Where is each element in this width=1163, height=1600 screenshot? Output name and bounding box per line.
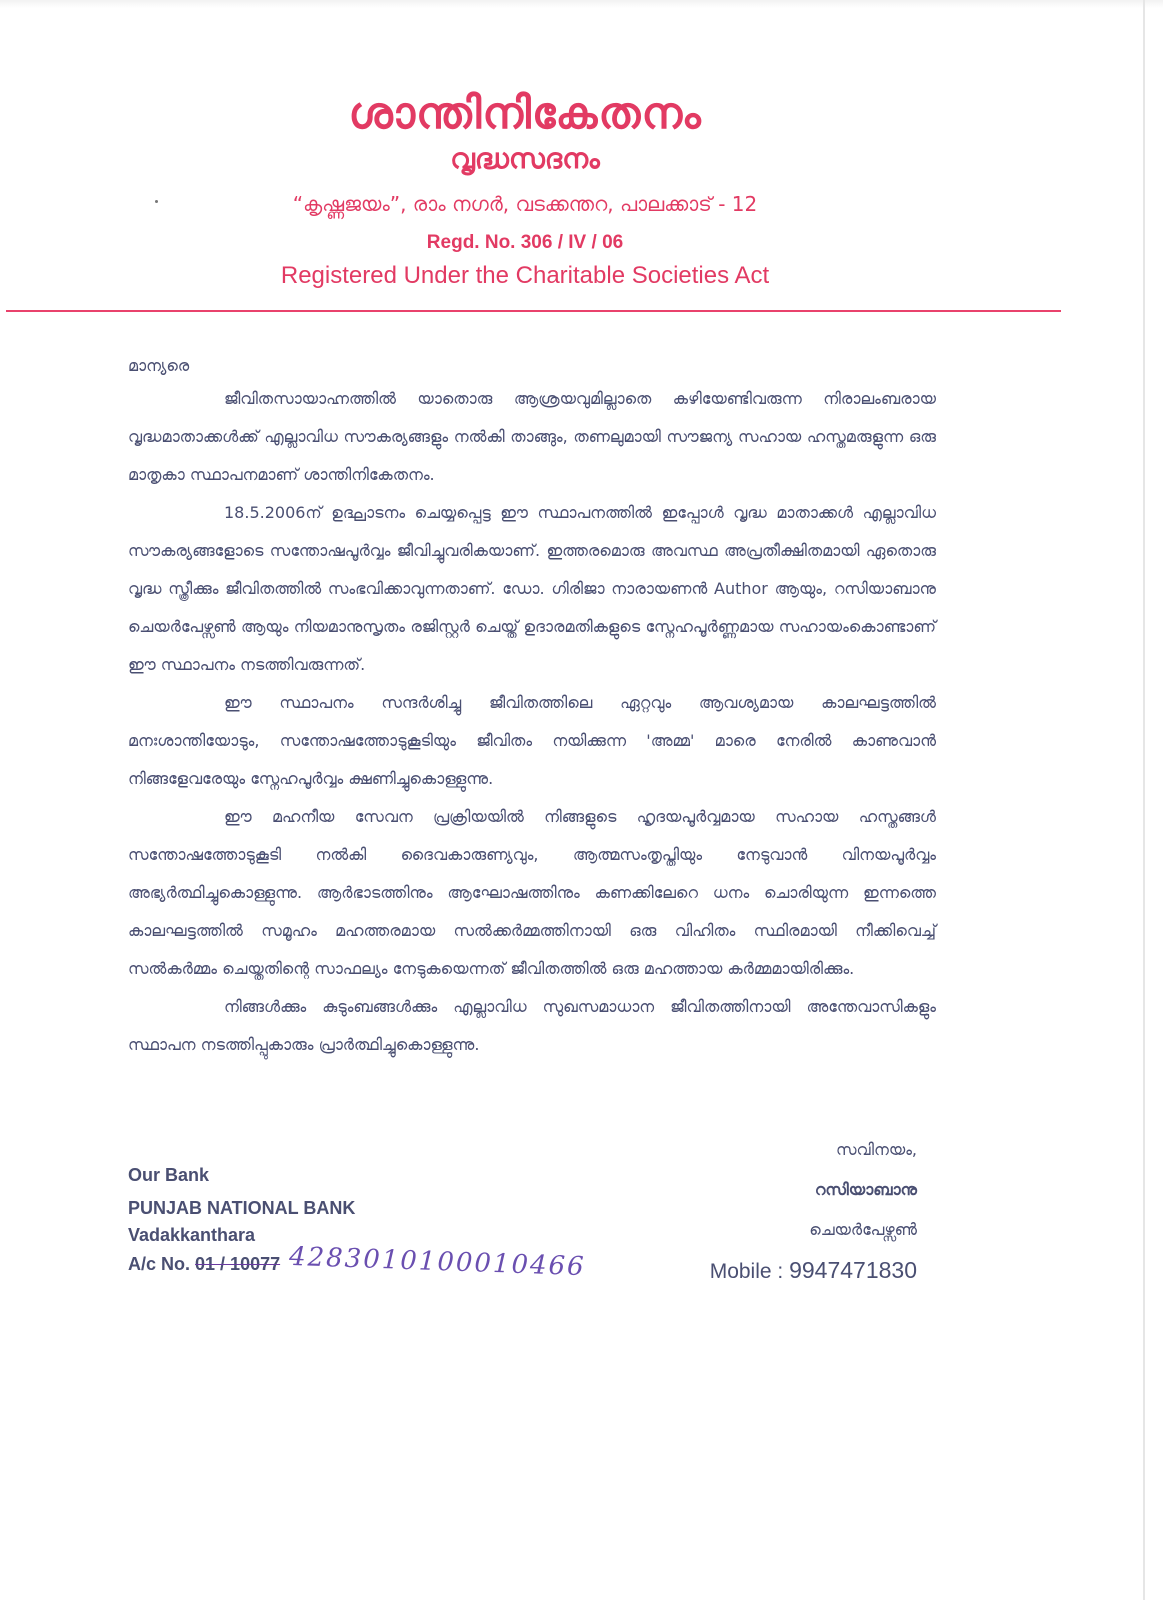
- account-number-line: [128, 1241, 587, 1283]
- mobile-label: Mobile :: [709, 1260, 784, 1283]
- letterhead-divider: [6, 310, 1061, 312]
- scan-edge-right: [1143, 0, 1145, 1600]
- letter-paragraph: 18.5.2006ന് ഉദ്ഘാടനം ചെയ്യപ്പെട്ട ഈ സ്ഥാപനത്തിൽ ഇപ്പോൾ വൃദ്ധ മാതാക്കൾ എല്ലാവിധ സൗകര്യങ്ങളോടെ സന്തോഷപൂർവ്വം ജീവിച്ചുവരികയാണ്. ഇത്തരമൊരു അവസ്ഥ അപ്രതീക്ഷിതമായി ഏതൊരു വൃദ്ധ സ്ത്രീക്കും ജീവിതത്തിൽ സംഭവിക്കാവുന്നതാണ്. ഡോ. ഗിരിജാ നാരായണൻ Author ആയും, റസിയാബാനു ചെയർപേഴ്സൺ ആയും നിയമാനുസൃതം രജിസ്റ്റർ ചെയ്ത് ഉദാരമതികളുടെ സ്നേഹപൂർണ്ണമായ സഹായംകൊണ്ടാണ് ഈ സ്ഥാപനം നടത്തിവരുന്നത്.: [128, 503, 936, 674]
- letter-paragraph: ഈ സ്ഥാപനം സന്ദർശിച്ചു ജീവിതത്തിലെ ഏറ്റവും ആവശ്യമായ കാലഘട്ടത്തിൽ മനഃശാന്തിയോടും, സന്തോഷത്തോടുകൂടിയും ജീവിതം നയിക്കുന്ന 'അമ്മ' മാരെ നേരിൽ കാണുവാൻ നിങ്ങളേവരേയും സ്നേഹപൂർവ്വം ക്ഷണിച്ചുകൊള്ളുന്നു.: [128, 693, 936, 788]
- closing-text: സവിനയം,: [835, 1140, 917, 1159]
- mobile-number: 9947471830: [789, 1257, 917, 1283]
- letter-paragraph: ജീവിതസായാഹ്നത്തിൽ യാതൊരു ആശ്രയവുമില്ലാതെ കഴിയേണ്ടിവരുന്ന നിരാലംബരായ വൃദ്ധമാതാക്കൾക്ക് എല്ലാവിധ സൗകര്യങ്ങളും നൽകി താങ്ങും, തണലുമായി സൗജന്യ സഹായ ഹസ്തമരുളുന്ന ഒരു മാതൃകാ സ്ഥാപനമാണ് ശാന്തിനികേതനം.: [128, 389, 936, 484]
- salutation: മാന്യരെ: [128, 356, 190, 375]
- mobile-line: [710, 1250, 917, 1292]
- letter-body: [128, 380, 936, 1064]
- registration-statement: Registered Under the Charitable Societies Act: [280, 262, 770, 289]
- organization-name: ശാന്തിനികേതനം: [348, 88, 702, 139]
- bank-details: [128, 1162, 587, 1283]
- account-number-label: A/c No.: [128, 1254, 191, 1274]
- account-number-handwritten: 4283010100010466: [288, 1241, 587, 1283]
- signatory-designation: ചെയർപേഴ്സൺ: [809, 1220, 917, 1239]
- letter-paragraph: ഈ മഹനീയ സേവന പ്രക്രിയയിൽ നിങ്ങളുടെ ഹൃദയപൂർവ്വമായ സഹായ ഹസ്തങ്ങൾ സന്തോഷത്തോടുകൂടി നൽകി ദൈവകാരുണ്യവും, ആത്മസംതൃപ്തിയും നേടുവാൻ വിനയപൂർവ്വം അഭ്യർത്ഥിച്ചുകൊള്ളുന്നു. ആർഭാടത്തിനും ആഘോഷത്തിനും കണക്കിലേറെ ധനം ചൊരിയുന്ന ഇന്നത്തെ കാലഘട്ടത്തിൽ സമൂഹം മഹത്തരമായ സൽക്കർമ്മത്തിനായി ഒരു വിഹിതം സ്ഥിരമായി നീക്കിവെച്ച് സൽകർമ്മം ചെയ്തതിന്റെ സാഫല്യം നേടുകയെന്നത് ജീവിതത്തിൽ ഒരു മഹത്തായ കർമ്മമായിരിക്കും.: [128, 807, 936, 978]
- organization-subtitle: വൃദ്ധസദനം: [450, 142, 600, 175]
- registration-number: Regd. No. 306 / IV / 06: [426, 232, 624, 253]
- signatory-name: റസിയാബാനു: [814, 1180, 917, 1199]
- bank-branch: Vadakkanthara: [128, 1225, 256, 1245]
- account-number-struck: 01 / 10077: [195, 1254, 281, 1274]
- letter-paragraph: നിങ്ങൾക്കും കുടുംബങ്ങൾക്കും എല്ലാവിധ സുഖസമാധാന ജീവിതത്തിനായി അന്തേവാസികളും സ്ഥാപന നടത്തിപ്പുകാരും പ്രാർത്ഥിച്ചുകൊള്ളുന്നു.: [128, 997, 936, 1054]
- scan-edge-top: [0, 0, 1163, 8]
- signature-block: [710, 1130, 917, 1292]
- bank-heading: Our Bank: [128, 1165, 210, 1185]
- bank-name: PUNJAB NATIONAL BANK: [128, 1198, 356, 1218]
- organization-address: “കൃഷ്ണജയം”, രാം നഗർ, വടക്കന്തറ, പാലക്കാട് - 12: [292, 192, 758, 216]
